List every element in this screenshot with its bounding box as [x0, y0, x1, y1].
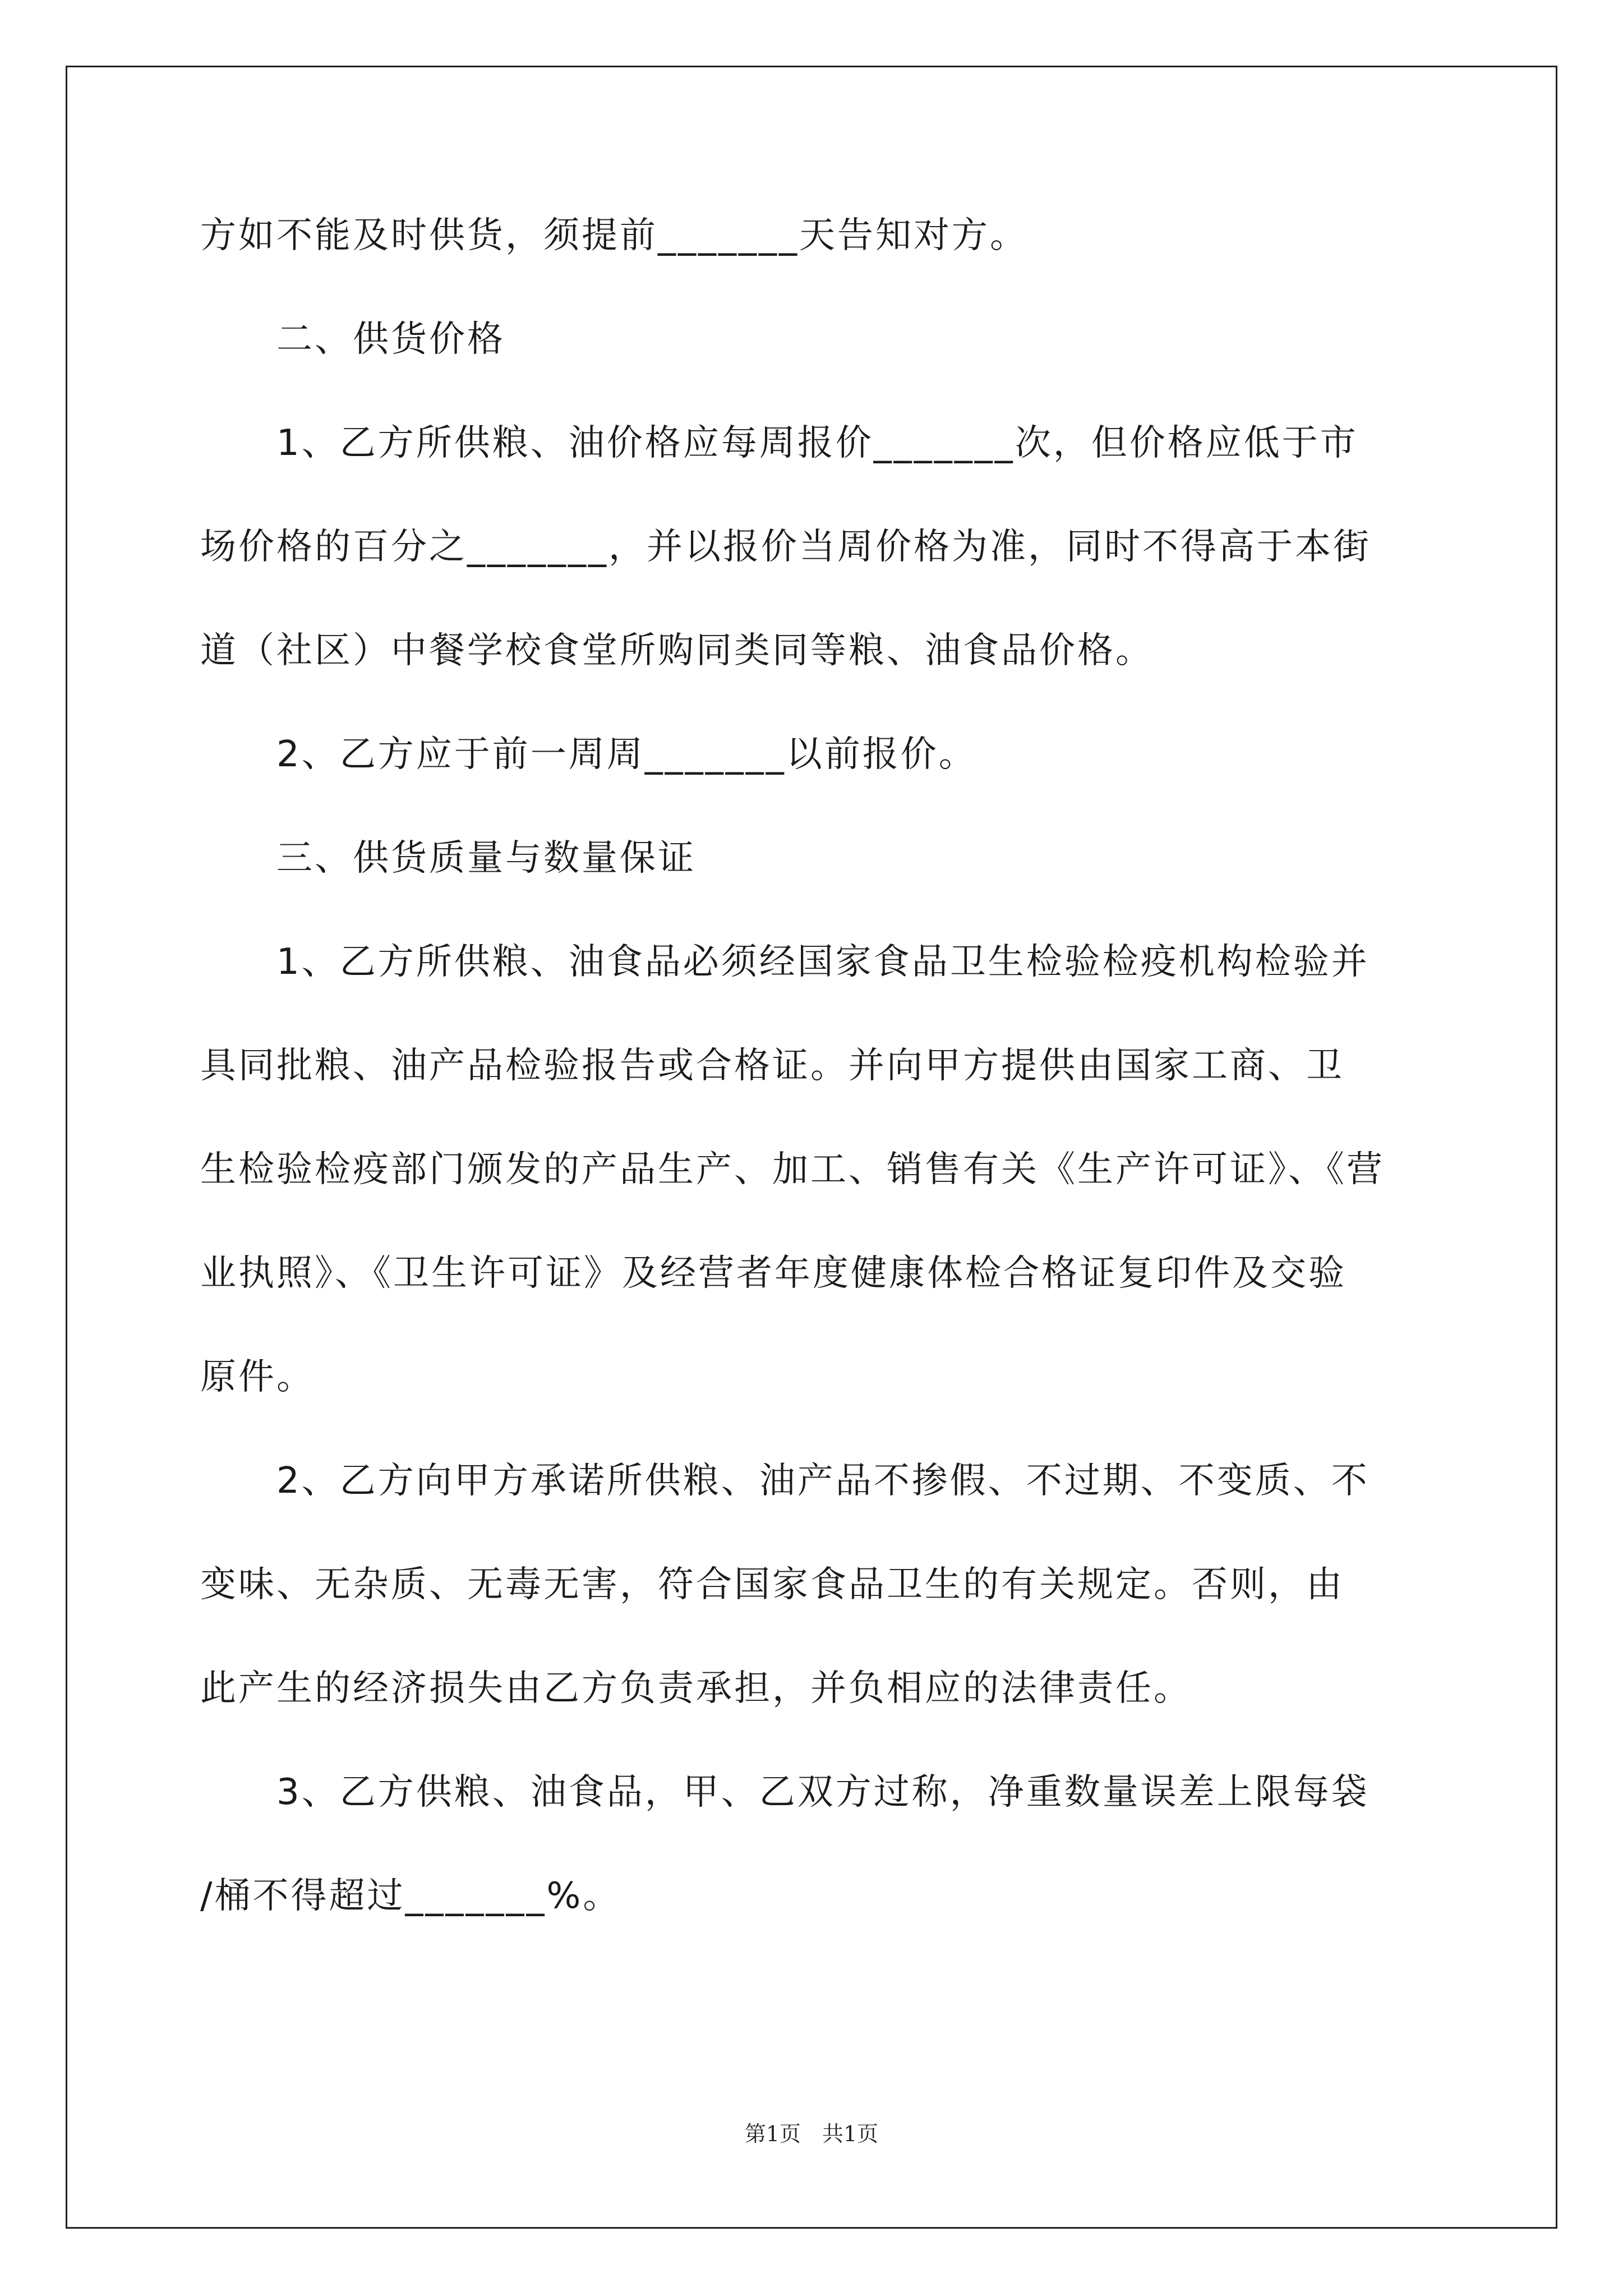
- paragraph-line: 3、乙方供粮、油食品，甲、乙双方过称，净重数量误差上限每袋: [200, 1772, 1370, 1813]
- paragraph-line: 2、乙方向甲方承诺所供粮、油产品不掺假、不过期、不变质、不: [200, 1460, 1370, 1502]
- section-heading: 三、供货质量与数量保证: [200, 838, 696, 879]
- section-heading: 二、供货价格: [200, 319, 505, 360]
- paragraph-line: 具同批粮、油产品检验报告或合格证。并向甲方提供由国家工商、卫: [200, 1045, 1344, 1087]
- paragraph-line: 道（社区）中餐学校食堂所购同类同等粮、油食品价格。: [200, 630, 1154, 671]
- paragraph-line: 生检验检疫部门颁发的产品生产、加工、销售有关《生产许可证》、《营: [200, 1149, 1385, 1190]
- paragraph-line: 2、乙方应于前一周周_______以前报价。: [200, 734, 977, 775]
- paragraph-line: 原件。: [200, 1356, 315, 1398]
- paragraph-line: 1、乙方所供粮、油价格应每周报价_______次，但价格应低于市: [200, 422, 1358, 464]
- paragraph-line: 1、乙方所供粮、油食品必须经国家食品卫生检验检疫机构检验并: [200, 941, 1370, 983]
- paragraph-line: 场价格的百分之_______，并以报价当周价格为准，同时不得高于本街: [200, 526, 1371, 568]
- paragraph-line: 变味、无杂质、无毒无害，符合国家食品卫生的有关规定。否则，由: [200, 1564, 1344, 1605]
- paragraph-line: 业执照》、《卫生许可证》及经营者年度健康体检合格证复印件及交验: [200, 1253, 1347, 1294]
- paragraph-line: 此产生的经济损失由乙方负责承担，并负相应的法律责任。: [200, 1668, 1192, 1709]
- paragraph-line: 方如不能及时供货，须提前_______天告知对方。: [200, 215, 1028, 256]
- page-footer: 第1页 共1页: [744, 2122, 879, 2146]
- paragraph-line: /桶不得超过_______%。: [200, 1875, 621, 1917]
